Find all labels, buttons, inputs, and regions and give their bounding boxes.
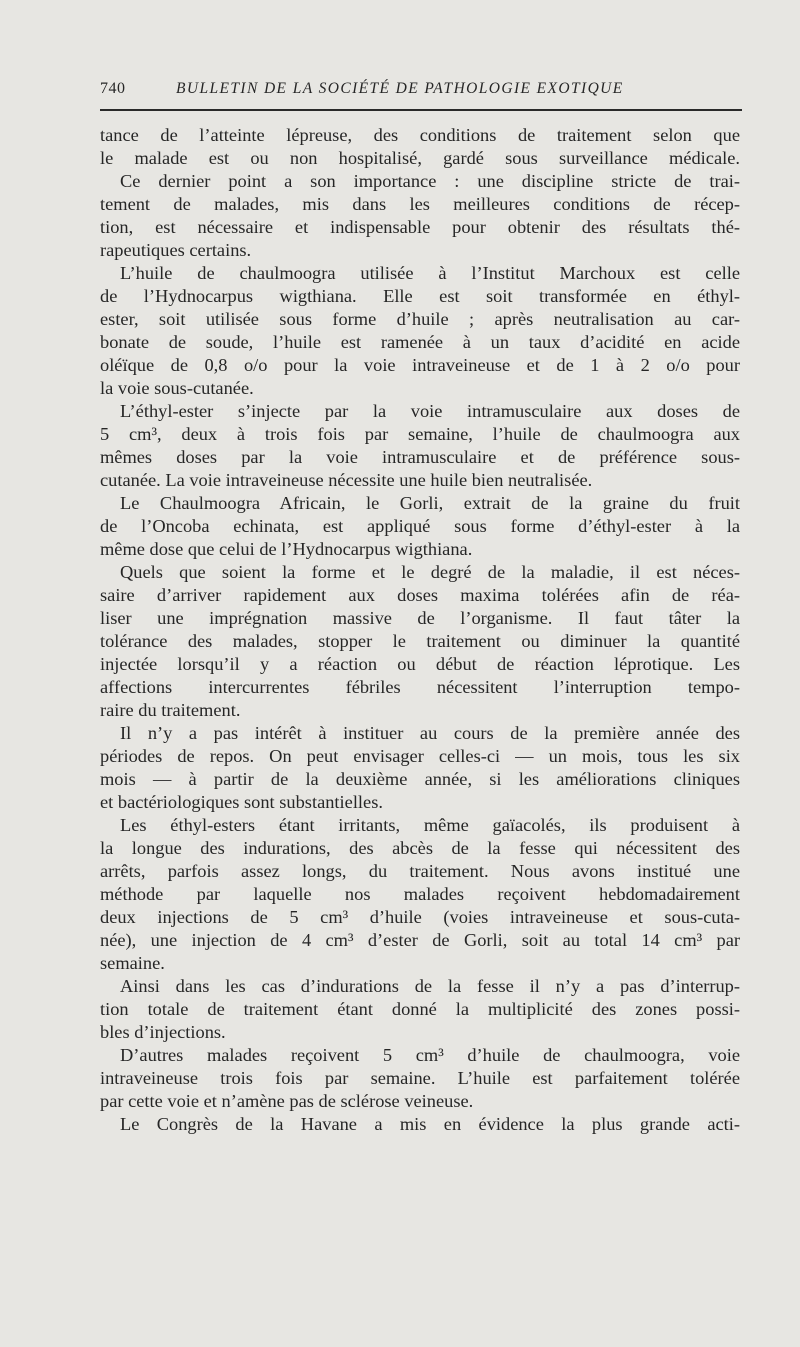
text-line: bonate de soude, l’huile est ramenée à un taux d’acidité en acide — [100, 332, 740, 352]
text-line: Ce dernier point a son importance : une discipline stricte de trai- — [120, 171, 740, 191]
text-line: tance de l’atteinte lépreuse, des conditions de traitement selon que — [100, 125, 740, 145]
text-line: liser une imprégnation massive de l’organisme. Il faut tâter la — [100, 608, 740, 628]
text-line: deux injections de 5 cm³ d’huile (voies intraveineuse et sous-cuta- — [100, 907, 740, 927]
text-line: par cette voie et n’amène pas de sclérose veineuse. — [100, 1091, 474, 1111]
text-line: intraveineuse trois fois par semaine. L’huile est parfaitement tolérée — [100, 1068, 740, 1088]
text-line: Quels que soient la forme et le degré de la maladie, il est néces- — [120, 562, 740, 582]
text-line: raire du traitement. — [100, 700, 241, 720]
text-line: semaine. — [100, 953, 165, 973]
text-line: rapeutiques certains. — [100, 240, 252, 260]
header-rule — [100, 109, 742, 111]
text-line: tement de malades, mis dans les meilleures conditions de récep- — [100, 194, 740, 214]
text-line: saire d’arriver rapidement aux doses maxima tolérées afin de réa- — [100, 585, 740, 605]
text-line: et bactériologiques sont substantielles. — [100, 792, 383, 812]
page-header — [100, 80, 740, 104]
text-line: bles d’injections. — [100, 1022, 226, 1042]
text-line: périodes de repos. On peut envisager celles-ci — un mois, tous les six — [100, 746, 740, 766]
text-line: mêmes doses par la voie intramusculaire et de préférence sous- — [100, 447, 740, 467]
text-line: ester, soit utilisée sous forme d’huile ; après neutralisation au car- — [100, 309, 740, 329]
text-line: tolérance des malades, stopper le traitement ou diminuer la quantité — [100, 631, 740, 651]
text-line: L’éthyl-ester s’injecte par la voie intramusculaire aux doses de — [120, 401, 740, 421]
text-line: Ainsi dans les cas d’indurations de la fesse il n’y a pas d’interrup- — [120, 976, 740, 996]
text-line: Le Chaulmoogra Africain, le Gorli, extrait de la graine du fruit — [120, 493, 740, 513]
text-line: D’autres malades reçoivent 5 cm³ d’huile de chaulmoogra, voie — [120, 1045, 740, 1065]
text-line: la voie sous-cutanée. — [100, 378, 254, 398]
text-line: 5 cm³, deux à trois fois par semaine, l’huile de chaulmoogra aux — [100, 424, 740, 444]
text-line: tion, est nécessaire et indispensable pour obtenir des résultats thé- — [100, 217, 740, 237]
body-text — [100, 124, 740, 1136]
text-line: tion totale de traitement étant donné la multiplicité des zones possi- — [100, 999, 740, 1019]
text-line: mois — à partir de la deuxième année, si les améliorations cliniques — [100, 769, 740, 789]
text-line: affections intercurrentes fébriles nécessitent l’interruption tempo- — [100, 677, 740, 697]
text-line: de l’Oncoba echinata, est appliqué sous forme d’éthyl-ester à la — [100, 516, 740, 536]
text-line: Le Congrès de la Havane a mis en évidence la plus grande acti- — [120, 1114, 740, 1134]
text-line: même dose que celui de l’Hydnocarpus wigthiana. — [100, 539, 473, 559]
running-title: BULLETIN DE LA SOCIÉTÉ DE PATHOLOGIE EXOTIQUE — [176, 80, 624, 97]
text-line: injectée lorsqu’il y a réaction ou début de réaction léprotique. Les — [100, 654, 740, 674]
text-line: Il n’y a pas intérêt à instituer au cours de la première année des — [120, 723, 740, 743]
text-line: de l’Hydnocarpus wigthiana. Elle est soit transformée en éthyl- — [100, 286, 740, 306]
text-line: Les éthyl-esters étant irritants, même gaïacolés, ils produisent à — [120, 815, 740, 835]
page-number: 740 — [100, 80, 126, 97]
text-line: cutanée. La voie intraveineuse nécessite une huile bien neutralisée. — [100, 470, 593, 490]
text-line: la longue des indurations, des abcès de la fesse qui nécessitent des — [100, 838, 740, 858]
text-line: L’huile de chaulmoogra utilisée à l’Institut Marchoux est celle — [120, 263, 740, 283]
text-line: née), une injection de 4 cm³ d’ester de Gorli, soit au total 14 cm³ par — [100, 930, 740, 950]
text-line: méthode par laquelle nos malades reçoivent hebdomadairement — [100, 884, 740, 904]
text-line: oléïque de 0,8 o/o pour la voie intraveineuse et de 1 à 2 o/o pour — [100, 355, 740, 375]
text-line: le malade est ou non hospitalisé, gardé sous surveillance médicale. — [100, 148, 740, 168]
text-line: arrêts, parfois assez longs, du traitement. Nous avons institué une — [100, 861, 740, 881]
